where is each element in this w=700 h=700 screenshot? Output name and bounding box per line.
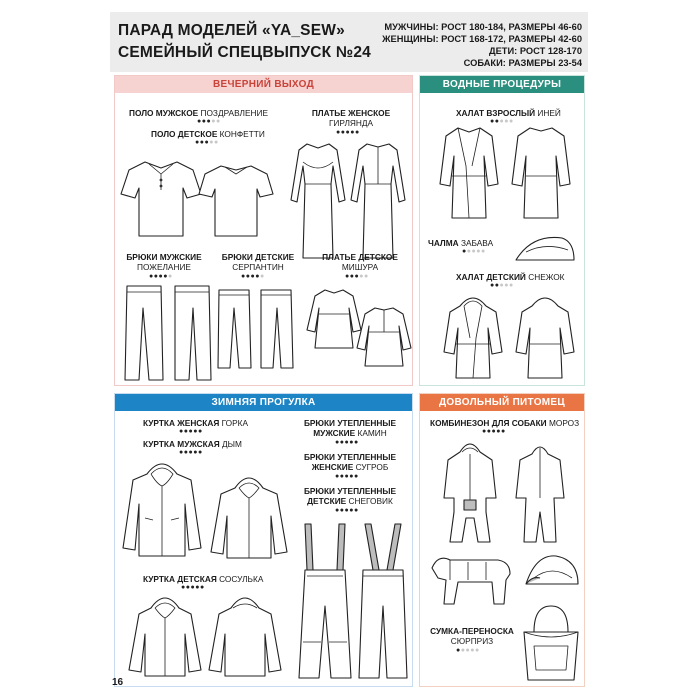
rating-dot-filled: ●	[163, 273, 168, 280]
model-kind: ЖЕНСКИЕ	[311, 462, 354, 472]
rating-dot-empty: ●	[259, 273, 265, 280]
model-label	[456, 108, 561, 118]
section-title: ВОДНЫЕ ПРОЦЕДУРЫ	[420, 76, 584, 93]
difficulty-rating	[195, 139, 219, 146]
model-label	[143, 574, 263, 584]
difficulty-rating	[241, 273, 265, 280]
page-header	[110, 12, 588, 72]
model-kind: ХАЛАТ ДЕТСКИЙ	[456, 272, 526, 282]
rating-dot-filled: ●	[195, 139, 200, 146]
model-label	[295, 486, 405, 506]
rating-dot-empty: ●	[508, 282, 514, 289]
page-number: 16	[112, 677, 124, 688]
rating-dot-filled: ●	[494, 118, 500, 125]
section-title: ЗИМНЯЯ ПРОГУЛКА	[115, 394, 412, 411]
difficulty-rating	[181, 584, 205, 591]
model-label	[215, 252, 301, 272]
model-name: СНЕГОВИК	[348, 496, 393, 506]
rating-dot-empty: ●	[211, 118, 216, 125]
rating-dot-empty: ●	[508, 118, 514, 125]
dog-overall-side-illustration	[428, 548, 514, 608]
rating-dot-filled: ●	[183, 449, 189, 456]
rating-dot-filled: ●	[339, 507, 345, 514]
rating-dot-filled: ●	[197, 118, 202, 125]
rating-dot-filled: ●	[335, 507, 340, 514]
rating-dot-filled: ●	[349, 273, 355, 280]
model-label	[426, 626, 518, 646]
rating-dot-filled: ●	[500, 428, 506, 435]
difficulty-rating	[149, 273, 173, 280]
rating-dot-empty: ●	[359, 273, 364, 280]
model-label	[151, 129, 265, 139]
difficulty-rating	[179, 449, 203, 456]
rating-dot-filled: ●	[153, 273, 159, 280]
rating-dot-empty: ●	[504, 118, 509, 125]
rating-dot-filled: ●	[199, 584, 205, 591]
rating-dot-filled: ●	[179, 449, 184, 456]
dress-women-back-illustration	[347, 140, 409, 260]
rating-dot-empty: ●	[465, 647, 471, 654]
jacket-kids-front-illustration	[127, 592, 203, 678]
rating-dot-filled: ●	[486, 428, 492, 435]
rating-dot-empty: ●	[167, 273, 173, 280]
rating-dot-filled: ●	[340, 129, 346, 136]
page-subtitle: СЕМЕЙНЫЙ СПЕЦВЫПУСК №24	[118, 44, 371, 61]
model-label	[430, 418, 579, 428]
rating-dot-filled: ●	[344, 439, 350, 446]
rating-dot-filled: ●	[199, 139, 205, 146]
model-kind: ХАЛАТ ВЗРОСЛЫЙ	[456, 108, 536, 118]
rating-dot-filled: ●	[490, 282, 495, 289]
model-kind: ПОЛО МУЖСКОЕ	[129, 108, 199, 118]
rating-dot-filled: ●	[188, 428, 194, 435]
model-label	[129, 108, 268, 118]
rating-dot-filled: ●	[353, 507, 359, 514]
difficulty-rating	[336, 129, 360, 136]
rating-dot-empty: ●	[470, 647, 475, 654]
rating-dot-filled: ●	[195, 584, 200, 591]
dog-overall-front-illustration	[434, 438, 506, 544]
model-label	[295, 108, 407, 128]
trousers-men-illustration	[123, 284, 213, 382]
rating-dot-empty: ●	[474, 647, 480, 654]
rating-dot-filled: ●	[335, 439, 340, 446]
rating-dot-empty: ●	[466, 248, 472, 255]
size-row: МУЖЧИНЫ: РОСТ 180-184, РАЗМЕРЫ 46-60	[384, 22, 582, 32]
rating-dot-empty: ●	[363, 273, 369, 280]
model-kind: КУРТКА МУЖСКАЯ	[143, 439, 220, 449]
rating-dot-filled: ●	[344, 473, 350, 480]
dress-kids-back-illustration	[355, 304, 413, 370]
rating-dot-filled: ●	[335, 473, 340, 480]
polo-men-illustration	[119, 158, 203, 238]
section-title: ВЕЧЕРНИЙ ВЫХОД	[115, 76, 412, 93]
difficulty-rating	[490, 282, 514, 289]
model-kind: ДЕТСКИЕ	[307, 496, 347, 506]
model-name: КОНФЕТТИ	[219, 129, 265, 139]
model-name: ГИРЛЯНДА	[328, 118, 374, 128]
model-label	[143, 418, 248, 428]
robe-kids-front-illustration	[442, 292, 504, 380]
rating-dot-filled: ●	[349, 507, 354, 514]
section-pet	[419, 393, 585, 687]
rating-dot-filled: ●	[353, 473, 359, 480]
rating-dot-filled: ●	[241, 273, 246, 280]
rating-dot-filled: ●	[350, 129, 355, 136]
model-label	[456, 272, 565, 282]
size-row: СОБАКИ: РАЗМЕРЫ 23-54	[463, 58, 582, 68]
rating-dot-filled: ●	[179, 428, 184, 435]
rating-dot-empty: ●	[471, 248, 477, 255]
dress-women-front-illustration	[287, 140, 349, 260]
rating-dot-filled: ●	[339, 439, 345, 446]
difficulty-rating	[456, 647, 480, 654]
section-evening	[114, 75, 413, 386]
rating-dot-filled: ●	[344, 507, 350, 514]
model-label	[428, 238, 493, 248]
rating-dot-filled: ●	[250, 273, 256, 280]
size-row: ДЕТИ: РОСТ 128-170	[488, 46, 582, 56]
rating-dot-filled: ●	[345, 129, 351, 136]
model-name: ГОРКА	[221, 418, 249, 428]
model-name: СНЕЖОК	[528, 272, 565, 282]
rating-dot-filled: ●	[339, 473, 345, 480]
size-row: ЖЕНЩИНЫ: РОСТ 168-172, РАЗМЕРЫ 42-60	[382, 34, 582, 44]
rating-dot-filled: ●	[197, 428, 203, 435]
model-name: ПОЗДРАВЛЕНИЕ	[200, 108, 268, 118]
rating-dot-filled: ●	[185, 584, 191, 591]
page-title: ПАРАД МОДЕЛЕЙ «YA_SEW»	[118, 22, 345, 39]
rating-dot-filled: ●	[188, 449, 194, 456]
model-kind: МУЖСКИЕ	[313, 428, 356, 438]
turban-illustration	[512, 232, 578, 264]
model-label	[143, 439, 242, 449]
rating-dot-filled: ●	[353, 439, 359, 446]
rating-dot-filled: ●	[491, 428, 497, 435]
model-kind: БРЮКИ УТЕПЛЕННЫЕ	[303, 452, 397, 462]
rating-dot-empty: ●	[460, 647, 466, 654]
rating-dot-empty: ●	[499, 282, 505, 289]
model-kind: БРЮКИ УТЕПЛЕННЫЕ	[303, 418, 397, 428]
section-title: ДОВОЛЬНЫЙ ПИТОМЕЦ	[420, 394, 584, 411]
model-kind: КОМБИНЕЗОН ДЛЯ СОБАКИ	[430, 418, 547, 428]
jacket-kids-back-illustration	[207, 592, 283, 678]
difficulty-rating	[335, 439, 359, 446]
model-kind: ПОЛО ДЕТСКОЕ	[151, 129, 218, 139]
rating-dot-filled: ●	[482, 428, 487, 435]
model-name: МИШУРА	[341, 262, 379, 272]
model-kind: ПЛАТЬЕ ЖЕНСКОЕ	[311, 108, 391, 118]
rating-dot-filled: ●	[354, 273, 360, 280]
rating-dot-filled: ●	[245, 273, 251, 280]
robe-adult-back-illustration	[510, 126, 572, 220]
model-label	[310, 252, 410, 272]
model-name: ЗАБАВА	[460, 238, 494, 248]
dog-hood-illustration	[522, 552, 582, 588]
section-winter	[114, 393, 413, 687]
model-name: ИНЕЙ	[537, 108, 561, 118]
model-name: СЮРПРИЗ	[450, 636, 494, 646]
rating-dot-empty: ●	[213, 139, 219, 146]
rating-dot-filled: ●	[462, 248, 467, 255]
robe-adult-front-illustration	[438, 126, 500, 220]
rating-dot-filled: ●	[255, 273, 260, 280]
dog-overall-back-illustration	[508, 442, 572, 544]
difficulty-rating	[462, 248, 486, 255]
rating-dot-empty: ●	[480, 248, 486, 255]
difficulty-rating	[482, 428, 506, 435]
model-name: СОСУЛЬКА	[219, 574, 264, 584]
model-kind: ПЛАТЬЕ ДЕТСКОЕ	[322, 252, 398, 262]
rating-dot-filled: ●	[201, 118, 207, 125]
polo-kids-illustration	[197, 162, 275, 238]
rating-dot-filled: ●	[456, 647, 461, 654]
difficulty-rating	[345, 273, 369, 280]
model-label	[121, 252, 207, 272]
robe-kids-back-illustration	[514, 292, 576, 380]
jacket-women-illustration	[119, 458, 205, 560]
section-water	[419, 75, 585, 386]
rating-dot-empty: ●	[215, 118, 221, 125]
magazine-page	[110, 12, 588, 694]
rating-dot-filled: ●	[158, 273, 164, 280]
difficulty-rating	[335, 473, 359, 480]
jacket-men-illustration	[209, 472, 289, 560]
rating-dot-filled: ●	[190, 584, 196, 591]
model-name: ПОЖЕЛАНИЕ	[137, 262, 191, 272]
rating-dot-filled: ●	[183, 428, 189, 435]
rating-dot-filled: ●	[149, 273, 154, 280]
difficulty-rating	[490, 118, 514, 125]
model-kind: СУМКА-ПЕРЕНОСКА	[430, 626, 514, 636]
rating-dot-filled: ●	[354, 129, 360, 136]
rating-dot-filled: ●	[181, 584, 186, 591]
model-kind: ЧАЛМА	[428, 238, 459, 248]
rating-dot-empty: ●	[476, 248, 481, 255]
model-kind: БРЮКИ ДЕТСКИЕ	[221, 252, 295, 262]
model-kind: КУРТКА ЖЕНСКАЯ	[143, 418, 220, 428]
rating-dot-empty: ●	[209, 139, 214, 146]
rating-dot-filled: ●	[193, 428, 198, 435]
rating-dot-filled: ●	[197, 449, 203, 456]
rating-dot-filled: ●	[496, 428, 501, 435]
model-kind: БРЮКИ МУЖСКИЕ	[126, 252, 202, 262]
rating-dot-filled: ●	[345, 273, 350, 280]
rating-dot-empty: ●	[499, 118, 505, 125]
model-name: ДЫМ	[221, 439, 242, 449]
rating-dot-filled: ●	[204, 139, 210, 146]
rating-dot-filled: ●	[206, 118, 212, 125]
rating-dot-filled: ●	[490, 118, 495, 125]
size-chart	[382, 21, 582, 69]
insulated-pants-back-illustration	[357, 522, 409, 682]
model-name: КАМИН	[357, 428, 387, 438]
trousers-kids-illustration	[215, 288, 297, 370]
model-name: СЕРПАНТИН	[232, 262, 284, 272]
rating-dot-filled: ●	[349, 473, 354, 480]
rating-dot-filled: ●	[349, 439, 354, 446]
difficulty-rating	[179, 428, 203, 435]
insulated-pants-front-illustration	[293, 522, 357, 682]
rating-dot-filled: ●	[193, 449, 198, 456]
model-kind: БРЮКИ УТЕПЛЕННЫЕ	[303, 486, 397, 496]
difficulty-rating	[197, 118, 221, 125]
rating-dot-filled: ●	[494, 282, 500, 289]
model-label	[295, 418, 405, 438]
model-name: МОРОЗ	[548, 418, 580, 428]
model-name: СУГРОБ	[355, 462, 389, 472]
rating-dot-filled: ●	[336, 129, 341, 136]
rating-dot-empty: ●	[504, 282, 509, 289]
pet-carrier-bag-illustration	[520, 602, 582, 684]
model-kind: КУРТКА ДЕТСКАЯ	[143, 574, 217, 584]
difficulty-rating	[335, 507, 359, 514]
model-label	[295, 452, 405, 472]
